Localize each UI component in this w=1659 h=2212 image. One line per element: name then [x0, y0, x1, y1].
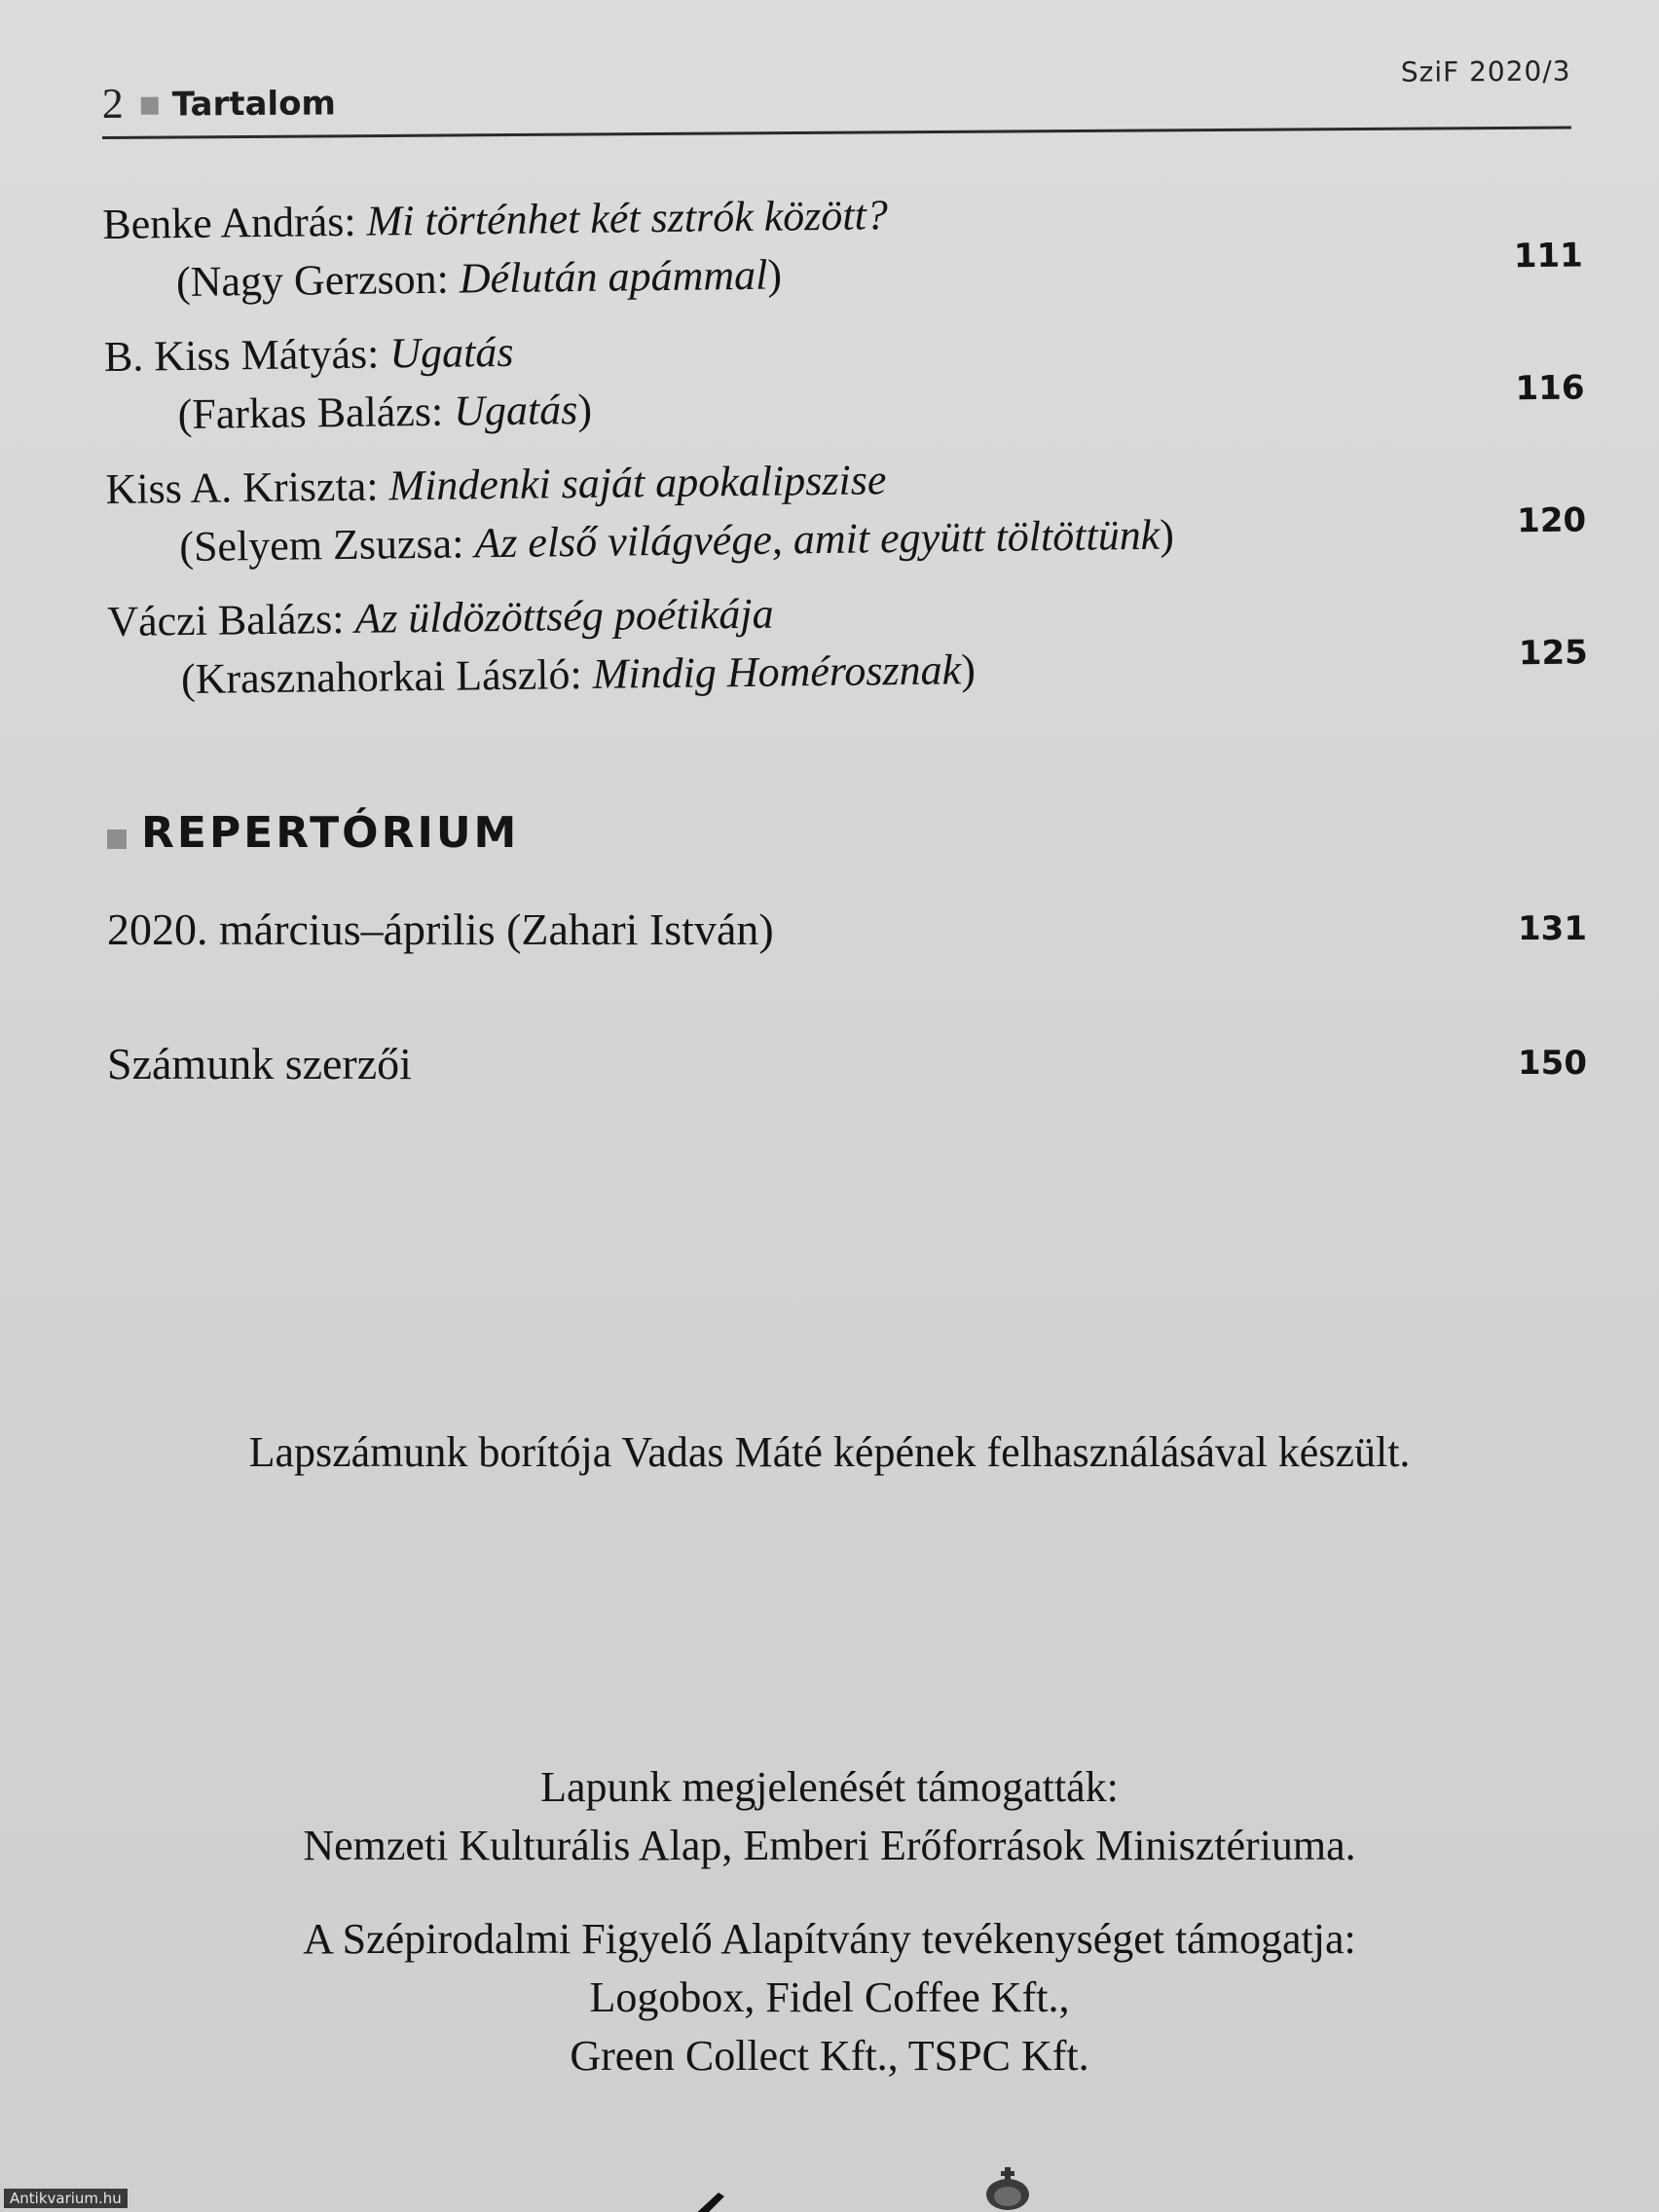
cover-note [0, 1423, 1659, 1482]
toc-entry [102, 181, 1584, 332]
watermark-label: Antikvarium.hu [4, 2189, 128, 2208]
entry-title: Az üldözöttség poétikája [354, 589, 774, 643]
entry-work-line: (Farkas Balázs: Ugatás) [177, 385, 593, 439]
entry-page-number: 120 [1516, 500, 1587, 541]
contributors-text: Számunk szerzői [107, 1039, 412, 1088]
entry-page-number: 125 [1518, 633, 1589, 674]
entry-review-line [105, 455, 886, 514]
entry-page-number: 111 [1513, 236, 1584, 276]
toc-entry [107, 578, 1589, 729]
section-heading: REPERTÓRIUM [141, 808, 520, 858]
toc-entry [105, 446, 1587, 597]
support-line: Lapunk megjelenését támogatták: [540, 1763, 1119, 1811]
page-number: 2 [101, 79, 124, 129]
square-bullet-icon [107, 830, 127, 849]
cover-note-text: Lapszámunk borítója Vadas Máté képének felhasználásával készült. [248, 1428, 1411, 1476]
entry-work-title: Ugatás [453, 386, 578, 435]
support-line: Logobox, Fidel Coffee Kft., [589, 1973, 1070, 2021]
entry-work-author: Selyem Zsuzsa: [193, 519, 475, 571]
repertorium-item-page: 131 [1518, 909, 1587, 948]
entry-work-title: Délután apámmal [459, 250, 768, 303]
entry-work-title: Az első világvége, amit együtt töltöttünk [474, 510, 1161, 568]
entry-review-line [102, 190, 888, 249]
entry-page-number: 116 [1515, 368, 1585, 409]
entry-work-author: Farkas Balázs: [192, 387, 455, 438]
entry-title: Ugatás [389, 327, 514, 378]
entry-work-line: (Nagy Gerzson: Délután apámmal) [175, 250, 783, 307]
entry-author: Kiss A. Kriszta: [105, 461, 389, 513]
square-bullet-icon [141, 97, 159, 115]
entry-title: Mindenki saját apokalipszise [388, 456, 887, 510]
toc-entry [104, 313, 1586, 464]
entry-work-line: (Krasznahorkai László: Mindig Homérosznak) [180, 645, 977, 704]
support-line: Green Collect Kft., TSPC Kft. [570, 2032, 1089, 2080]
contributors-page: 150 [1518, 1044, 1587, 1083]
entry-author: Váczi Balázs: [106, 594, 355, 645]
support-block [0, 1758, 1659, 2085]
entry-review-line [107, 589, 774, 646]
repertorium-item-text: 2020. március–április (Zahari István) [107, 904, 774, 954]
entry-author: B. Kiss Mátyás: [103, 329, 390, 381]
supporter-logo-icon [682, 2189, 730, 2212]
running-head-title: Tartalom [171, 84, 337, 125]
support-line: A Szépirodalmi Figyelő Alapítvány tevékenységet támogatja: [303, 1915, 1356, 1963]
entry-work-title: Mindig Homérosznak [592, 645, 962, 698]
support-line: Nemzeti Kulturális Alap, Emberi Erőforrások Minisztériuma. [303, 1822, 1356, 1869]
crest-logo-icon [974, 2167, 1042, 2212]
entry-work-author: Krasznahorkai László: [195, 649, 594, 703]
entry-author: Benke András: [102, 197, 367, 248]
entry-title: Mi történhet két sztrók között? [366, 191, 889, 245]
entry-review-line [104, 327, 514, 382]
contents-list [102, 181, 1589, 729]
page-header [101, 46, 1571, 139]
entry-work-author: Nagy Gerzson: [190, 254, 461, 306]
entry-work-line: (Selyem Zsuzsa: Az első világvége, amit együtt töltöttünk) [179, 510, 1175, 571]
issue-label: SziF 2020/3 [1400, 55, 1571, 89]
